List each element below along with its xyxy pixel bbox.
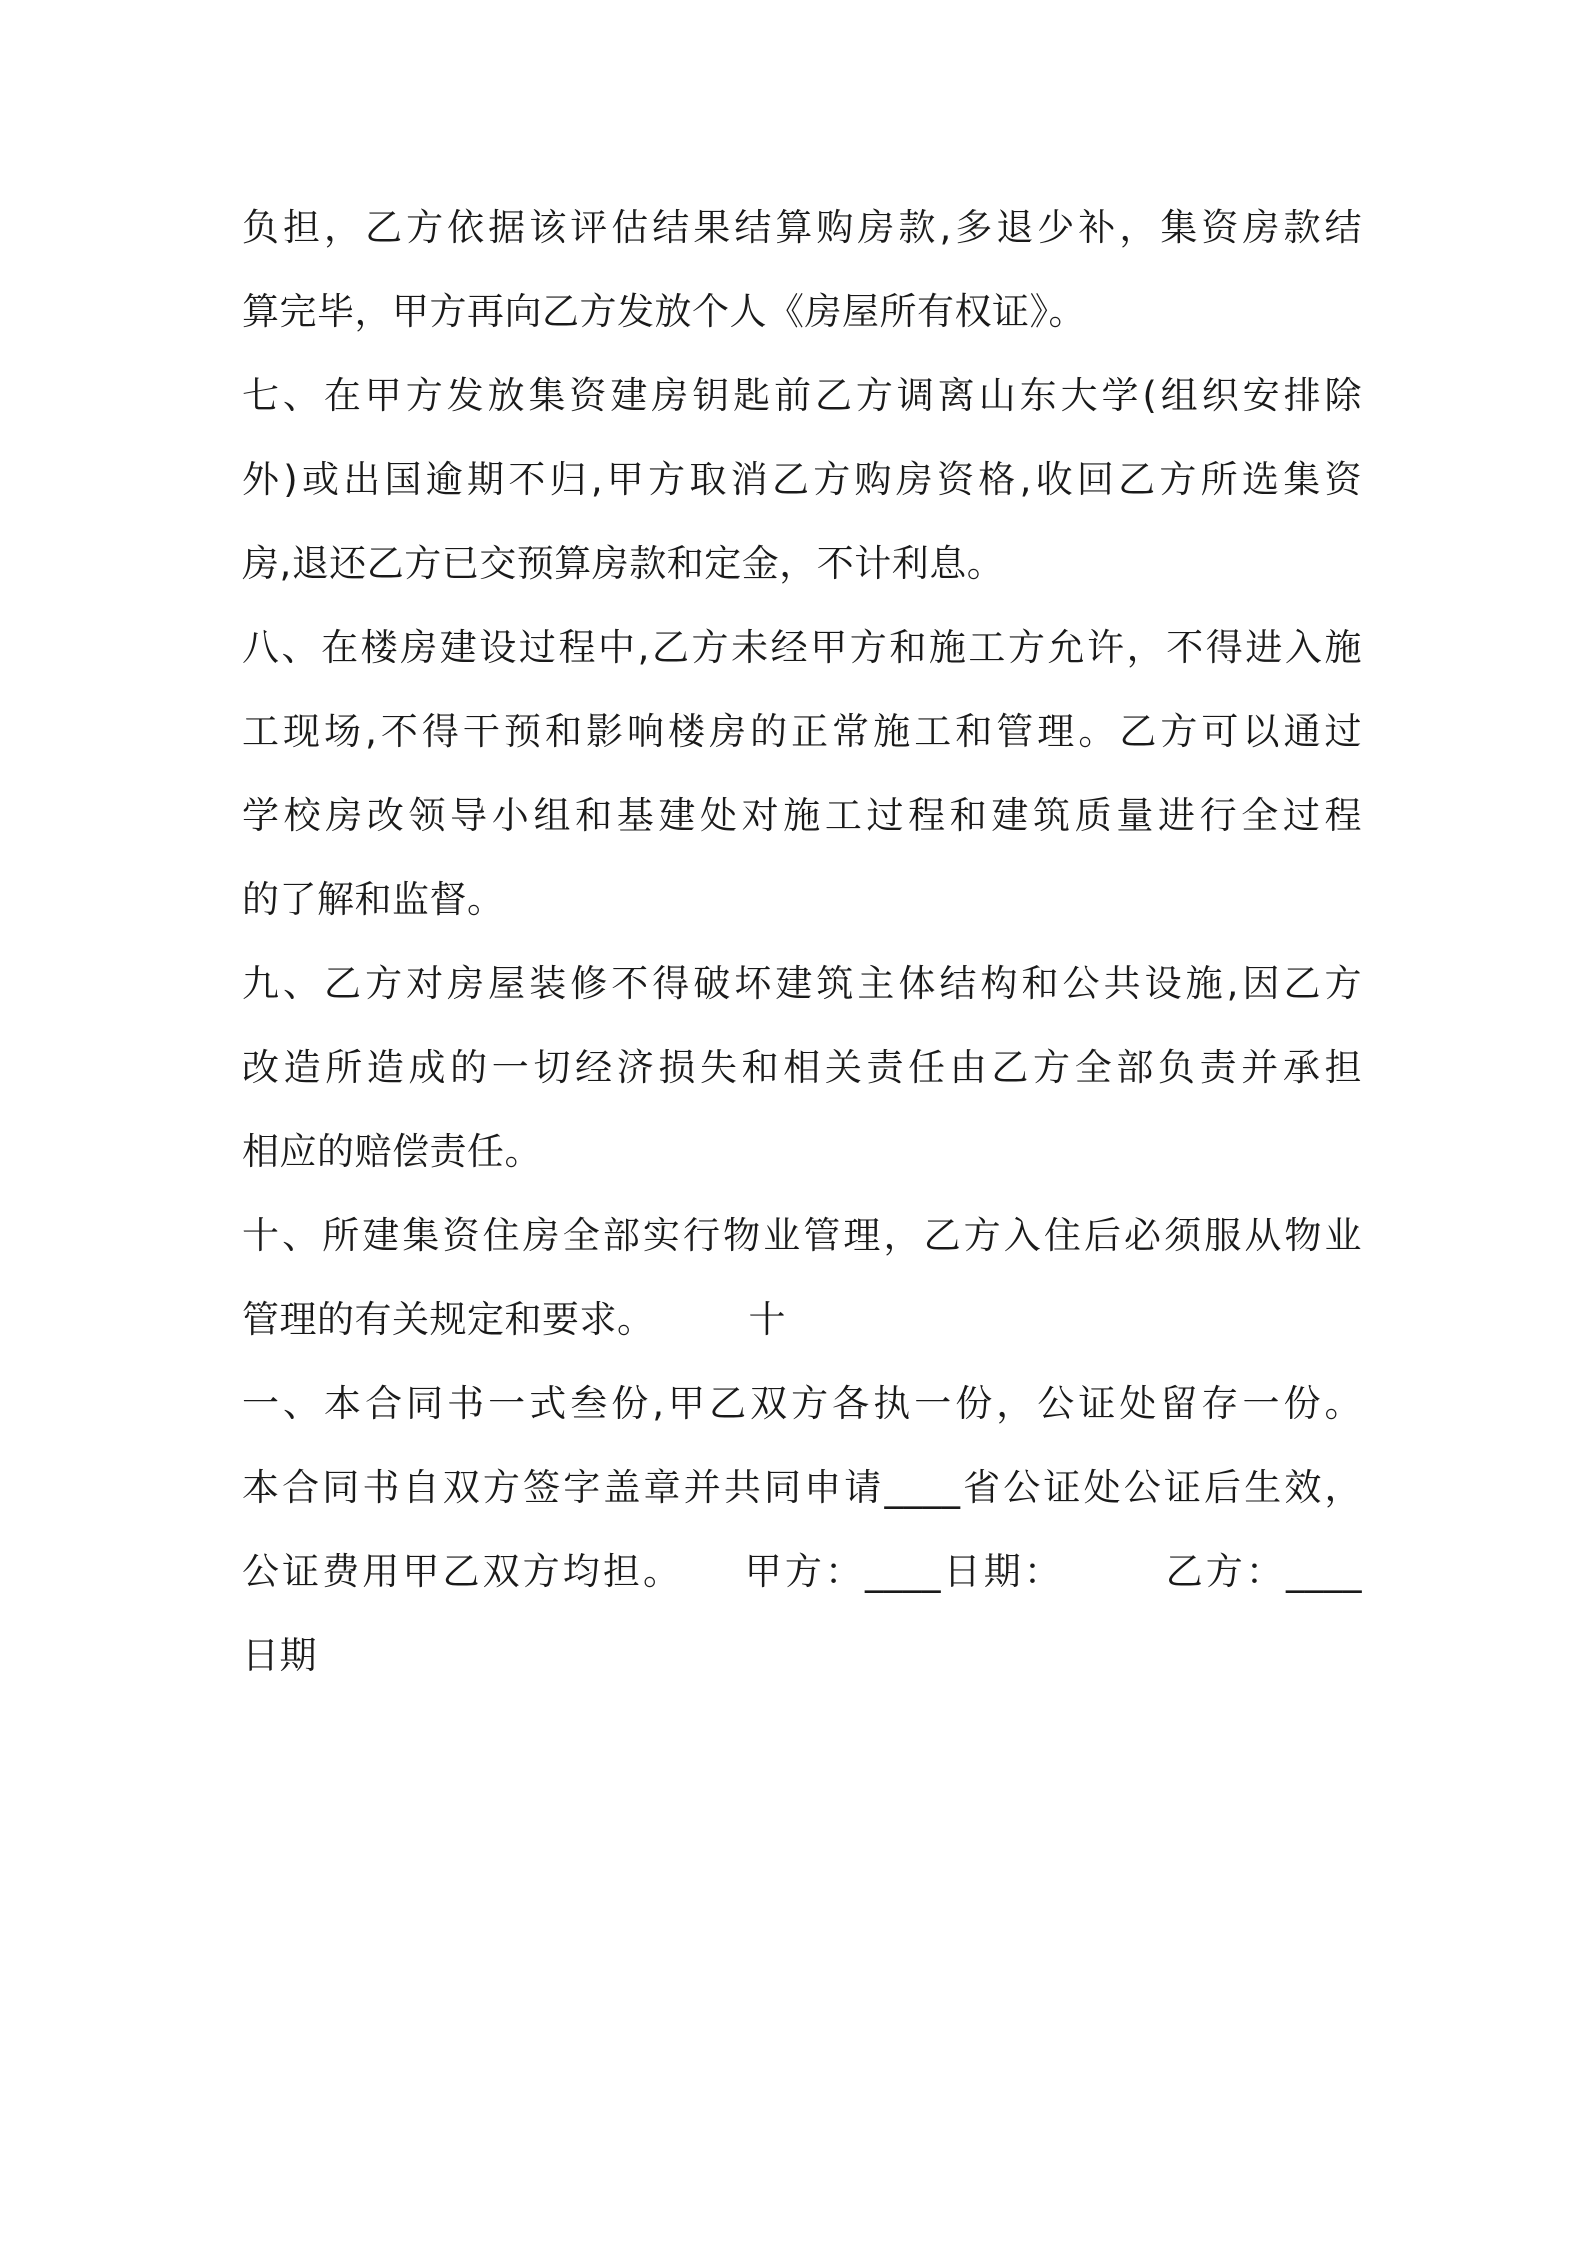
text-line: 七、在甲方发放集资建房钥匙前乙方调离山东大学(组织安排除 — [242, 374, 1362, 417]
text-line: 房,退还乙方已交预算房款和定金，不计利息。 — [242, 542, 1005, 585]
text-line: 十、所建集资住房全部实行物业管理，乙方入住后必须服从物业 — [242, 1214, 1362, 1257]
text-line: 改造所造成的一切经济损失和相关责任由乙方全部负责并承担 — [242, 1046, 1362, 1089]
text-line: 九、乙方对房屋装修不得破坏建筑主体结构和公共设施,因乙方 — [242, 962, 1362, 1005]
text-line: 外)或出国逾期不归,甲方取消乙方购房资格,收回乙方所选集资 — [242, 458, 1362, 501]
text-line: 八、在楼房建设过程中,乙方未经甲方和施工方允许，不得进入施 — [242, 626, 1362, 669]
text-line: 工现场,不得干预和影响楼房的正常施工和管理。乙方可以通过 — [242, 710, 1362, 753]
text-line: 管理的有关规定和要求。 十 — [242, 1298, 786, 1341]
text-line: 相应的赔偿责任。 — [242, 1130, 542, 1173]
text-line: 公证费用甲乙双方均担。 甲方：____日期： 乙方：____ — [242, 1550, 1362, 1593]
text-line: 负担，乙方依据该评估结果结算购房款,多退少补，集资房款结 — [242, 206, 1362, 249]
text-line: 的了解和监督。 — [242, 878, 505, 921]
text-line: 日期 — [242, 1634, 317, 1677]
text-line: 学校房改领导小组和基建处对施工过程和建筑质量进行全过程 — [242, 794, 1362, 837]
text-line: 本合同书自双方签字盖章并共同申请____省公证处公证后生效， — [242, 1466, 1362, 1509]
text-line: 一、本合同书一式叁份,甲乙双方各执一份，公证处留存一份。 — [242, 1382, 1362, 1425]
text-line: 算完毕，甲方再向乙方发放个人《房屋所有权证》。 — [242, 290, 1086, 333]
